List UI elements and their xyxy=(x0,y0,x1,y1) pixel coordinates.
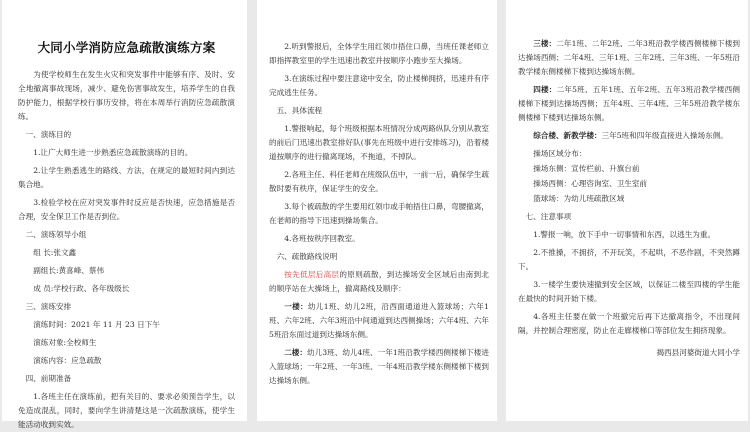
floor-label: 二楼： xyxy=(284,348,308,357)
paragraph: 3.在演练过程中要注意途中安全，防止楼梯拥挤，迅速并有序完成逃生任务。 xyxy=(269,74,489,97)
document-page-2 xyxy=(257,0,497,421)
paragraph: 演练对象:全校师生 xyxy=(33,338,97,347)
section-heading: 七、注意事项 xyxy=(525,212,572,221)
paragraph-text: 的原则疏散，到达操场安全区域后由南到北的顺序站在大操场上，撤离路线及顺序： xyxy=(269,270,490,293)
floor-label: 三楼： xyxy=(533,39,557,48)
paragraph: 篮球场：为幼儿班疏散区域 xyxy=(533,194,625,203)
paragraph xyxy=(518,129,740,143)
document-page-3 xyxy=(506,0,748,421)
paragraph-text: 二年5班、五年1班、五年2班、五年3班沿教学楼西侧楼梯下楼到达操场西侧；五年4班、三年4班、三年5班沿教学楼东侧楼梯下楼到达操场东侧。 xyxy=(518,85,741,122)
paragraph xyxy=(269,346,489,388)
paragraph: 组 长:张文鑫 xyxy=(33,248,77,257)
section-heading: 二、演练领导小组 xyxy=(25,230,87,239)
paragraph: 演练时间：2021 年 11 月 23 日下午 xyxy=(33,320,160,329)
paragraph xyxy=(518,83,740,125)
paragraph: 3.一楼学生要快速撤到安全区域，以保证二楼至四楼的学生能在最快的时间开始下楼。 xyxy=(518,280,740,303)
highlighted-text: 按先低层后高层 xyxy=(284,270,340,279)
signature: 揭西县河婆街道大同小学 xyxy=(656,348,740,357)
floor-label: 综合楼、新教学楼： xyxy=(533,131,602,140)
paragraph xyxy=(269,268,489,296)
paragraph: 副组长:黄喜峰、蔡伟 xyxy=(33,266,105,275)
document-page-1 xyxy=(2,0,247,429)
floor-label: 一楼： xyxy=(284,302,308,311)
floor-label: 四楼： xyxy=(533,85,557,94)
paragraph: 2.不推搡，不拥挤，不开玩笑，不起哄，不恶作剧，不突然蹲下。 xyxy=(518,248,740,271)
paragraph: 4.各班按秩序回教室。 xyxy=(284,234,360,243)
paragraph-text: 二年1班、二年2班、二年3班沿教学楼西侧楼梯下楼到达操场西侧；二年4班、三年1班、三年2班、三年3班、一年5班沿教学楼东侧楼梯下楼到达操场东侧。 xyxy=(518,39,740,76)
paragraph: 3.每个被疏散的学生要用红领巾或手帕捂住口鼻，弯腰撤离，在老师的指导下迅速到操场集合。 xyxy=(269,202,489,225)
paragraph: 1.警报一响，放下手中一切事情和东西，以逃生为重。 xyxy=(533,230,716,239)
paragraph-text: 幼儿3班、幼儿4班、一年1班沿教学楼西侧楼梯下楼进入篮球场；一年2班、一年3班、一年4班沿教学楼东侧楼梯下楼到达操场东侧。 xyxy=(269,348,490,385)
section-heading: 三、演练安排 xyxy=(25,302,72,311)
paragraph: 操场区域分布： xyxy=(533,149,587,158)
paragraph: 1.警报响起，每个班级根据本班情况分成两路纵队分别从教室的前后门迅速出教室排好队(事先在班级中进行安排练习)，沿着楼道按顺序的进行撤离现场，不拖道，不掉队。 xyxy=(269,124,489,161)
paragraph: 2.听到警报后，全体学生用红领巾捂住口鼻，当班任课老师立即指挥教室里的学生迅速出教室并按顺序小跑步至大操场。 xyxy=(269,42,489,65)
paragraph: 演练内容：应急疏散 xyxy=(33,356,102,365)
paragraph-text: 幼儿1班、幼儿2班，沿西面通道进入篮球场；六年1班、六年2班、六年3班沿中间通道到达西侧操场；六年4班、六年5班沿东面过道到达操场东侧。 xyxy=(269,302,489,339)
paragraph-text: 三年5班和四年级直接进入操场东侧。 xyxy=(601,131,728,140)
paragraph: 成 员:学校行政、各年级级长 xyxy=(33,284,130,293)
paragraph xyxy=(269,300,489,342)
section-heading: 四、前期准备 xyxy=(25,374,72,383)
section-heading: 六、疏散路线说明 xyxy=(276,252,338,261)
paragraph xyxy=(518,37,740,79)
paragraph: 2.让学生熟悉逃生的路线、方法，在规定的最短时间内到达集合地。 xyxy=(18,166,235,189)
section-heading: 五、具体流程 xyxy=(276,106,323,115)
paragraph: 操场东侧：宣传栏前、升旗台前 xyxy=(533,164,640,173)
paragraph: 2.各班主任、科任老师在班级队伍中，一前一后，确保学生疏散时要有秩序，保证学生的安全。 xyxy=(269,170,489,193)
page-title: 大同小学消防应急疏散演练方案 xyxy=(37,40,216,55)
intro-paragraph: 为使学校师生在发生火灾和突发事件中能够有序、及时、安全地撤离事故现场，减少、避免伤害事故发生，培养学生的自我防护能力，根据学校行事历安排，将在本周举行消防应急疏散演练。 xyxy=(18,70,235,121)
paragraph: 1.让广大师生进一步熟悉应急疏散演练的目的。 xyxy=(33,148,193,157)
paragraph: 1.各班主任在演练前，把有关目的、要求必须预告学生，以免造成混乱，同时，要向学生讲清楚这是一次疏散演练，使学生能活动收到实效。 xyxy=(18,392,235,429)
paragraph: 操场西侧：心理咨询室、卫生室前 xyxy=(533,179,648,188)
paragraph: 3.检验学校在应对突发事件时反应是否快速，应急措施是否合理，安全保卫工作是否到位。 xyxy=(18,198,235,221)
paragraph: 4.各班主任要在做一个班撤完后再下达撤离指令，不出现间隔，并控制合理密度，防止在走廊楼梯口等部位发生拥挤现象。 xyxy=(518,312,740,335)
section-heading: 一、演练目的 xyxy=(25,130,72,139)
